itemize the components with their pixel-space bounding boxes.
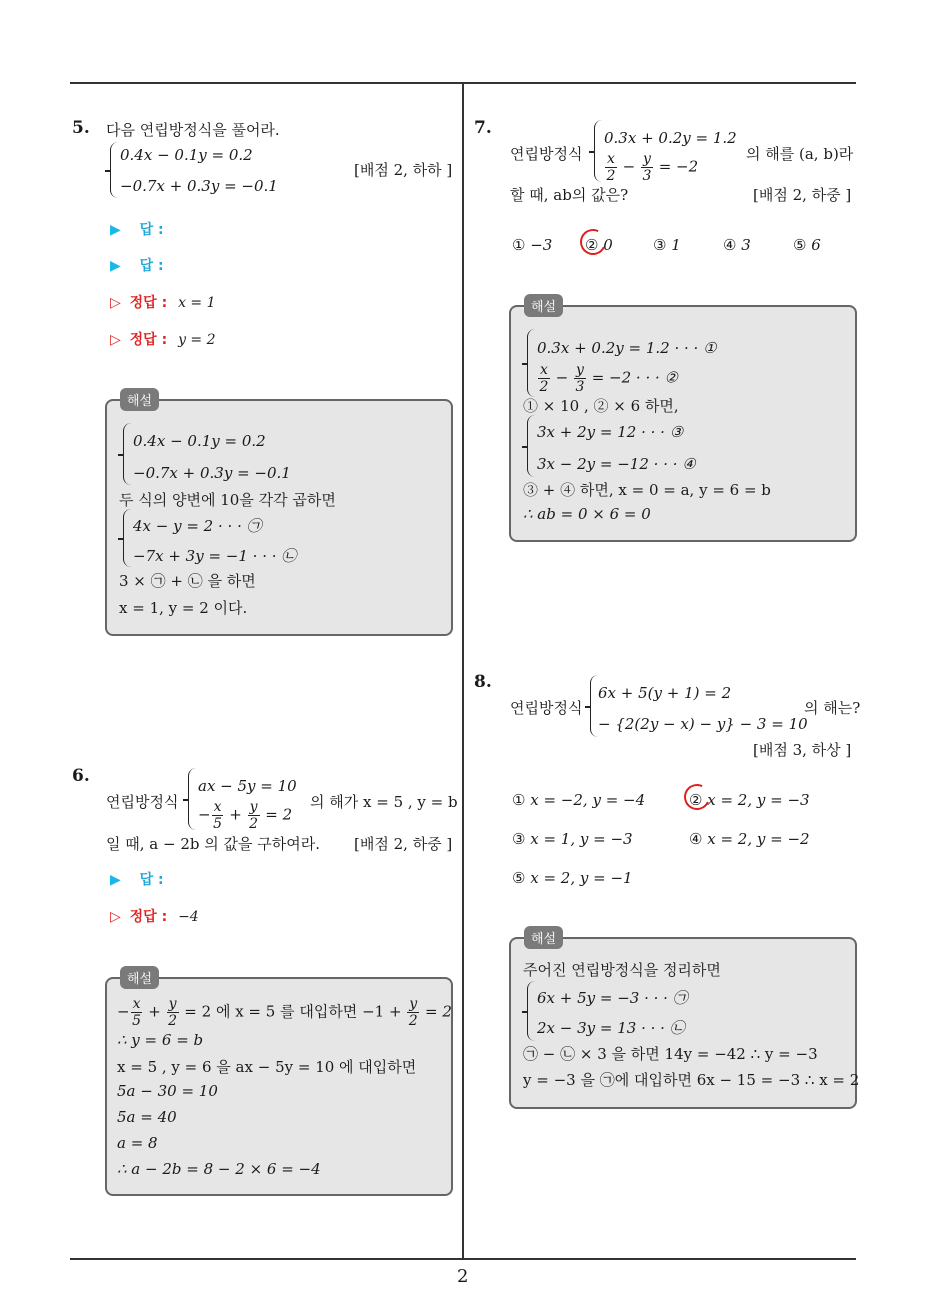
solution-box (105, 399, 453, 636)
solution-text: y = −3 을 ㉠에 대입하면 6x − 15 = −3 ∴ x = 2 (523, 1071, 860, 1089)
system-brace (123, 423, 133, 485)
answer-label: 답 : (139, 222, 164, 238)
system-brace (594, 120, 604, 182)
question-prompt: 연립방정식 (510, 699, 583, 717)
option-1[interactable]: ① −3 (512, 236, 553, 254)
question-prompt: 연립방정식 (510, 145, 583, 163)
question-number: 7. (474, 118, 492, 138)
system-brace (527, 981, 537, 1041)
solution-box (509, 305, 857, 542)
equation-1: ax − 5y = 10 (198, 777, 297, 795)
solution-text: x = 1, y = 2 이다. (119, 599, 248, 617)
solution-eq-2: $\frac{x}{2}$ − $\frac{y}{3}$ = −2 · · · ② (539, 362, 678, 395)
question-prompt-cont: 의 해를 (a, b)라 (746, 145, 854, 163)
equation-1: 6x + 5(y + 1) = 2 (598, 684, 732, 702)
option-2[interactable]: ② 0 (585, 236, 613, 254)
solution-text: ∴ y = 6 = b (117, 1031, 204, 1049)
solution-text: ∴ a − 2b = 8 − 2 × 6 = −4 (117, 1160, 321, 1178)
question-number: 8. (474, 672, 492, 692)
solution-text: 3 × ㉠ + ㉡ 을 하면 (119, 572, 256, 590)
option-2[interactable]: ② x = 2, y = −3 (689, 791, 810, 809)
solution-box (105, 977, 453, 1196)
option-3[interactable]: ③ 1 (653, 236, 681, 254)
option-4[interactable]: ④ x = 2, y = −2 (689, 830, 810, 848)
equation-2: $\frac{x}{2}$ − $\frac{y}{3}$ = −2 (606, 151, 699, 184)
solution-text: ① × 10 , ② × 6 하면, (523, 397, 679, 415)
solution-tag: 해설 (524, 294, 563, 317)
column-divider (462, 84, 464, 1260)
option-5[interactable]: ⑤ 6 (793, 236, 821, 254)
solution-text: 5a − 30 = 10 (117, 1082, 218, 1100)
solution-eq-4: −7x + 3y = −1 · · · ㉡ (133, 547, 297, 565)
solution-eq-3: 3x + 2y = 12 · · · ③ (537, 423, 684, 441)
question-prompt: 연립방정식 (106, 793, 179, 811)
option-5[interactable]: ⑤ x = 2, y = −1 (512, 869, 633, 887)
solution-text: − $\frac{x}{5}$ + $\frac{y}{2}$ = 2 에 x = 5 를 대입하면 −1 + $\frac{y}{2}$ = 2 (117, 996, 452, 1029)
option-3[interactable]: ③ x = 1, y = −3 (512, 830, 633, 848)
solution-text: 주어진 연립방정식을 정리하면 (523, 961, 721, 979)
solution-tag: 해설 (120, 388, 159, 411)
equation-1: 0.4x − 0.1y = 0.2 (120, 146, 253, 164)
solution-text: x = 5 , y = 6 을 ax − 5y = 10 에 대입하면 (117, 1058, 417, 1076)
question-prompt-line2: 할 때, ab의 값은? (510, 186, 629, 204)
correct-value: x = 1 (178, 295, 216, 311)
question-number: 5. (72, 118, 90, 138)
system-brace (188, 768, 198, 830)
score-label: [배점 2, 하중 ] (354, 835, 453, 853)
correct-answer-row-2 (110, 329, 216, 349)
answer-row-1[interactable] (110, 869, 164, 889)
question-prompt-cont: 의 해가 x = 5 , y = b (310, 793, 458, 811)
correct-answer-row-1 (110, 292, 216, 312)
outline-triangle-icon: ▷ (110, 295, 121, 311)
solution-text: 두 식의 양변에 10을 각각 곱하면 (119, 491, 336, 509)
equation-2: − {2(2y − x) − y} − 3 = 10 (598, 715, 808, 733)
outline-triangle-icon: ▷ (110, 332, 121, 348)
question-prompt-line2: 일 때, a − 2b 의 값을 구하여라. (106, 835, 320, 853)
question-prompt-cont: 의 해는? (804, 699, 861, 717)
correct-value: −4 (178, 909, 199, 925)
solution-box (509, 937, 860, 1109)
score-label: [배점 3, 하상 ] (753, 741, 852, 759)
correct-label: 정답 : (129, 295, 168, 311)
option-4[interactable]: ④ 3 (723, 236, 751, 254)
solution-text: ③ + ④ 하면, x = 0 = a, y = 6 = b (523, 481, 771, 499)
question-prompt: 다음 연립방정식을 풀어라. (106, 121, 280, 139)
solution-eq-3: 4x − y = 2 · · · ㉠ (133, 517, 262, 535)
answer-label: 답 : (139, 872, 164, 888)
outline-triangle-icon: ▷ (110, 909, 121, 925)
question-number: 6. (72, 766, 90, 786)
score-label: [배점 2, 하하 ] (354, 161, 453, 179)
solution-tag: 해설 (120, 966, 159, 989)
system-brace (123, 509, 133, 567)
answer-row-2[interactable] (110, 255, 164, 275)
solution-eq-2: −0.7x + 0.3y = −0.1 (133, 464, 291, 482)
solution-eq-4: 3x − 2y = −12 · · · ④ (537, 455, 696, 473)
equation-1: 0.3x + 0.2y = 1.2 (604, 129, 737, 147)
solution-eq-1: 0.4x − 0.1y = 0.2 (133, 432, 266, 450)
correct-label: 정답 : (129, 332, 168, 348)
answer-row-1[interactable] (110, 219, 164, 239)
play-triangle-icon: ▶ (110, 258, 121, 274)
solution-eq-2: 2x − 3y = 13 · · · ㉡ (537, 1019, 685, 1037)
system-brace (527, 415, 537, 477)
correct-label: 정답 : (129, 909, 168, 925)
score-label: [배점 2, 하중 ] (753, 186, 852, 204)
correct-answer-row-1 (110, 906, 199, 926)
solution-text: ㉠ − ㉡ × 3 을 하면 14y = −42 ∴ y = −3 (523, 1045, 818, 1063)
solution-tag: 해설 (524, 926, 563, 949)
solution-text: 5a = 40 (117, 1108, 177, 1126)
equation-2: − $\frac{x}{5}$ + $\frac{y}{2}$ = 2 (198, 799, 293, 832)
solution-text: ∴ ab = 0 × 6 = 0 (523, 505, 651, 523)
solution-eq-1: 0.3x + 0.2y = 1.2 · · · ① (537, 339, 717, 357)
answer-label: 답 : (139, 258, 164, 274)
play-triangle-icon: ▶ (110, 222, 121, 238)
system-brace (527, 329, 537, 397)
system-brace (110, 142, 120, 198)
correct-value: y = 2 (178, 332, 216, 348)
page-number: 2 (457, 1266, 469, 1287)
solution-text: a = 8 (117, 1134, 158, 1152)
solution-eq-1: 6x + 5y = −3 · · · ㉠ (537, 989, 688, 1007)
option-1[interactable]: ① x = −2, y = −4 (512, 791, 646, 809)
equation-2: −0.7x + 0.3y = −0.1 (120, 177, 278, 195)
play-triangle-icon: ▶ (110, 872, 121, 888)
